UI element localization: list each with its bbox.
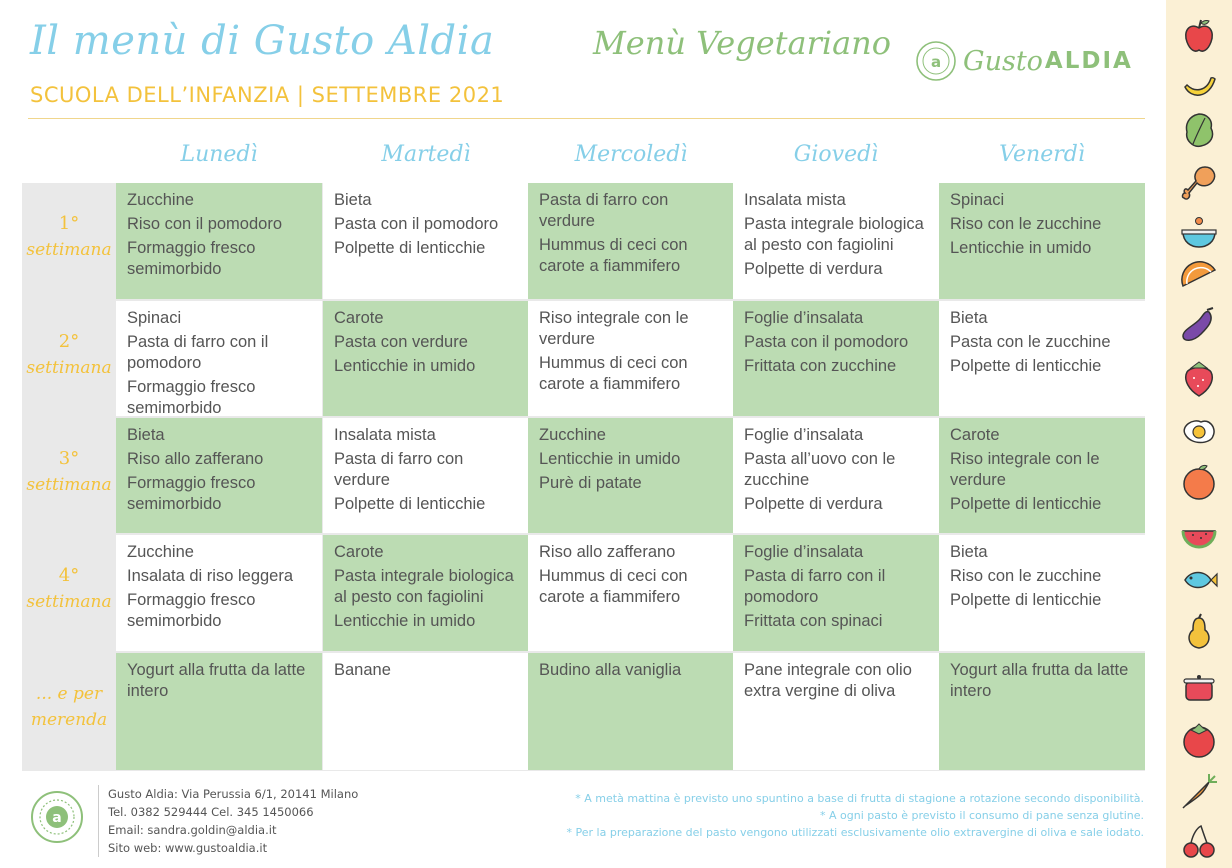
day-header: Mercoledì (574, 142, 688, 167)
footnote: * Per la preparazione del pasto vengono utilizzati esclusivamente olio extravergine di oliva e sale iodato. (566, 826, 1144, 839)
menu-cell (939, 535, 1145, 651)
dish-item: Polpette di lenticchie (334, 495, 486, 513)
dish-item: Zucchine (127, 191, 194, 209)
dish-item: Polpette di lenticchie (950, 591, 1102, 609)
drumstick-icon (1179, 163, 1219, 203)
menu-cell (528, 653, 734, 770)
dish-item: Carote (950, 426, 1000, 444)
menu-cell (323, 183, 529, 299)
menu-cell (323, 301, 529, 416)
dish-item: Hummus di ceci con carote a fiammifero (539, 567, 688, 606)
week-label-line: merenda (30, 710, 108, 730)
menu-cell (939, 653, 1145, 770)
fish-icon (1179, 560, 1219, 600)
brand-logo (915, 38, 1133, 84)
dish-item: Polpette di lenticchie (950, 495, 1102, 513)
eggplant-icon (1179, 306, 1219, 346)
dish-item: Yogurt alla frutta da latte intero (950, 661, 1129, 700)
day-header: Giovedì (793, 142, 879, 167)
orange-slice-icon (1179, 258, 1219, 298)
soup-bowl-icon (1179, 212, 1219, 252)
dish-item: Formaggio fresco semimorbido (127, 474, 256, 513)
menu-cell (528, 301, 734, 416)
dish-item: Pane integrale con olio extra vergine di oliva (744, 661, 912, 700)
menu-cell (116, 535, 322, 651)
dish-item: Frittata con zucchine (744, 357, 897, 375)
dish-item: Foglie d’insalata (744, 309, 864, 327)
contact-address: Gusto Aldia: Via Perussia 6/1, 20141 Milano (108, 787, 359, 801)
dish-item: Lenticchie in umido (539, 450, 681, 468)
dish-item: Pasta di farro con verdure (334, 450, 464, 489)
menu-cell (323, 535, 529, 651)
dish-item: Riso integrale con le verdure (539, 309, 689, 348)
dish-item: Riso allo zafferano (127, 450, 264, 468)
page-subtitle: SCUOLA DELL’INFANZIA | SETTEMBRE 2021 (30, 83, 505, 107)
dish-item: Bieta (334, 191, 372, 209)
dish-item: Carote (334, 309, 384, 327)
dish-item: Pasta integrale biologica al pesto con fagiolini (334, 567, 514, 606)
dish-item: Pasta con le zucchine (950, 333, 1111, 351)
menu-cell (939, 301, 1145, 416)
week-label-line: 3° (58, 448, 80, 469)
dish-item: Formaggio fresco semimorbido (127, 591, 256, 630)
dish-item: Lenticchie in umido (334, 357, 476, 375)
week-label-line: 2° (58, 331, 80, 352)
dish-item: Pasta con verdure (334, 333, 468, 351)
apple-icon (1179, 16, 1219, 56)
menu-cell (116, 301, 322, 416)
menu-cell (733, 418, 939, 533)
menu-cell (939, 183, 1145, 299)
contact-phone: Tel. 0382 529444 Cel. 345 1450066 (108, 805, 314, 819)
banana-icon (1179, 65, 1219, 105)
menu-cell (733, 535, 939, 651)
menu-cell (116, 418, 322, 533)
dish-item: Budino alla vaniglia (539, 661, 682, 679)
menu-cell (528, 418, 734, 533)
week-label (22, 211, 116, 263)
dish-item: Pasta di farro con il pomodoro (744, 567, 886, 606)
pot-icon (1179, 668, 1219, 708)
cherries-icon (1179, 822, 1219, 862)
contact-email: Email: sandra.goldin@aldia.it (108, 823, 277, 837)
menu-cell (733, 653, 939, 770)
dish-item: Foglie d’insalata (744, 543, 864, 561)
dish-item: Bieta (950, 543, 988, 561)
dish-item: Lenticchie in umido (334, 612, 476, 630)
menu-cell (733, 301, 939, 416)
day-header: Lunedì (180, 142, 258, 167)
seal-icon (915, 40, 957, 82)
dish-item: Zucchine (127, 543, 194, 561)
dish-item: Bieta (127, 426, 165, 444)
fried-egg-icon (1179, 410, 1219, 450)
dish-item: Foglie d’insalata (744, 426, 864, 444)
dish-item: Polpette di lenticchie (950, 357, 1102, 375)
dish-item: Lenticchie in umido (950, 239, 1092, 257)
pear-icon (1179, 612, 1219, 652)
week-label-line: settimana (26, 240, 112, 260)
dish-item: Yogurt alla frutta da latte intero (127, 661, 306, 700)
menu-cell (116, 653, 322, 770)
dish-item: Riso con il pomodoro (127, 215, 282, 233)
menu-cell (323, 653, 529, 770)
tomato-icon (1179, 720, 1219, 760)
menu-cell (116, 183, 322, 299)
dish-item: Spinaci (127, 309, 182, 327)
dish-item: Insalata di riso leggera (127, 567, 294, 585)
brand-gusto: Gusto (963, 45, 1043, 77)
footnote: * A metà mattina è previsto uno spuntino a base di frutta di stagione a rotazione secondo disponibilità. (575, 792, 1144, 805)
dish-item: Purè di patate (539, 474, 642, 492)
svg-text:a: a (52, 810, 62, 826)
menu-cell (323, 418, 529, 533)
menu-cell (528, 535, 734, 651)
dish-item: Insalata mista (334, 426, 436, 444)
dish-item: Pasta integrale biologica al pesto con fagiolini (744, 215, 924, 254)
week-label-line: settimana (26, 475, 112, 495)
dish-item: Frittata con spinaci (744, 612, 883, 630)
footer-divider (98, 785, 99, 857)
dish-item: Banane (334, 661, 391, 679)
dish-item: Pasta con il pomodoro (744, 333, 909, 351)
dish-item: Spinaci (950, 191, 1005, 209)
dish-item: Polpette di verdura (744, 260, 883, 278)
watermelon-icon (1179, 513, 1219, 553)
footer-seal-icon (30, 790, 84, 844)
menu-cell (733, 183, 939, 299)
week-label-line: settimana (26, 592, 112, 612)
dish-item: Pasta di farro con verdure (539, 191, 669, 230)
dish-item: Formaggio fresco semimorbido (127, 239, 256, 278)
dish-item: Bieta (950, 309, 988, 327)
header-divider (28, 118, 1145, 119)
menu-cell (528, 183, 734, 299)
dish-item: Pasta con il pomodoro (334, 215, 499, 233)
dish-item: Carote (334, 543, 384, 561)
dish-item: Insalata mista (744, 191, 846, 209)
dish-item: Riso con le zucchine (950, 215, 1102, 233)
week-label (22, 329, 116, 381)
week-label (22, 446, 116, 498)
strawberry-icon (1179, 358, 1219, 398)
lettuce-icon (1179, 110, 1219, 150)
dish-item: Zucchine (539, 426, 606, 444)
day-header: Martedì (381, 142, 471, 167)
dish-item: Polpette di lenticchie (334, 239, 486, 257)
dish-item: Riso con le zucchine (950, 567, 1102, 585)
week-label (22, 681, 116, 733)
contacts-block (108, 785, 358, 857)
footnote: * A ogni pasto è previsto il consumo di pane senza glutine. (820, 809, 1144, 822)
week-label-line: 1° (58, 213, 80, 234)
contact-website: Sito web: www.gustoaldia.it (108, 841, 268, 855)
dish-item: Hummus di ceci con carote a fiammifero (539, 354, 688, 393)
week-label (22, 563, 116, 615)
page-title: Il menù di Gusto Aldia (30, 18, 495, 64)
week-label-line: 4° (58, 565, 80, 586)
dish-item: Riso integrale con le verdure (950, 450, 1100, 489)
dish-item: Polpette di verdura (744, 495, 883, 513)
dish-item: Hummus di ceci con carote a fiammifero (539, 236, 688, 275)
week-label-line: ... e per (35, 684, 103, 704)
menu-type-title: Menù Vegetariano (593, 24, 892, 62)
svg-text:a: a (930, 53, 942, 71)
orange-icon (1179, 462, 1219, 502)
week-label-line: settimana (26, 358, 112, 378)
brand-aldia: ALDIA (1044, 48, 1133, 74)
food-icon-sidebar (1166, 0, 1232, 868)
carrot-icon (1179, 772, 1219, 812)
footnotes (567, 790, 1144, 841)
menu-cell (939, 418, 1145, 533)
day-header: Venerdì (999, 142, 1085, 167)
dish-item: Pasta all’uovo con le zucchine (744, 450, 896, 489)
dish-item: Riso allo zafferano (539, 543, 676, 561)
dish-item: Formaggio fresco semimorbido (127, 378, 256, 417)
dish-item: Pasta di farro con il pomodoro (127, 333, 269, 372)
